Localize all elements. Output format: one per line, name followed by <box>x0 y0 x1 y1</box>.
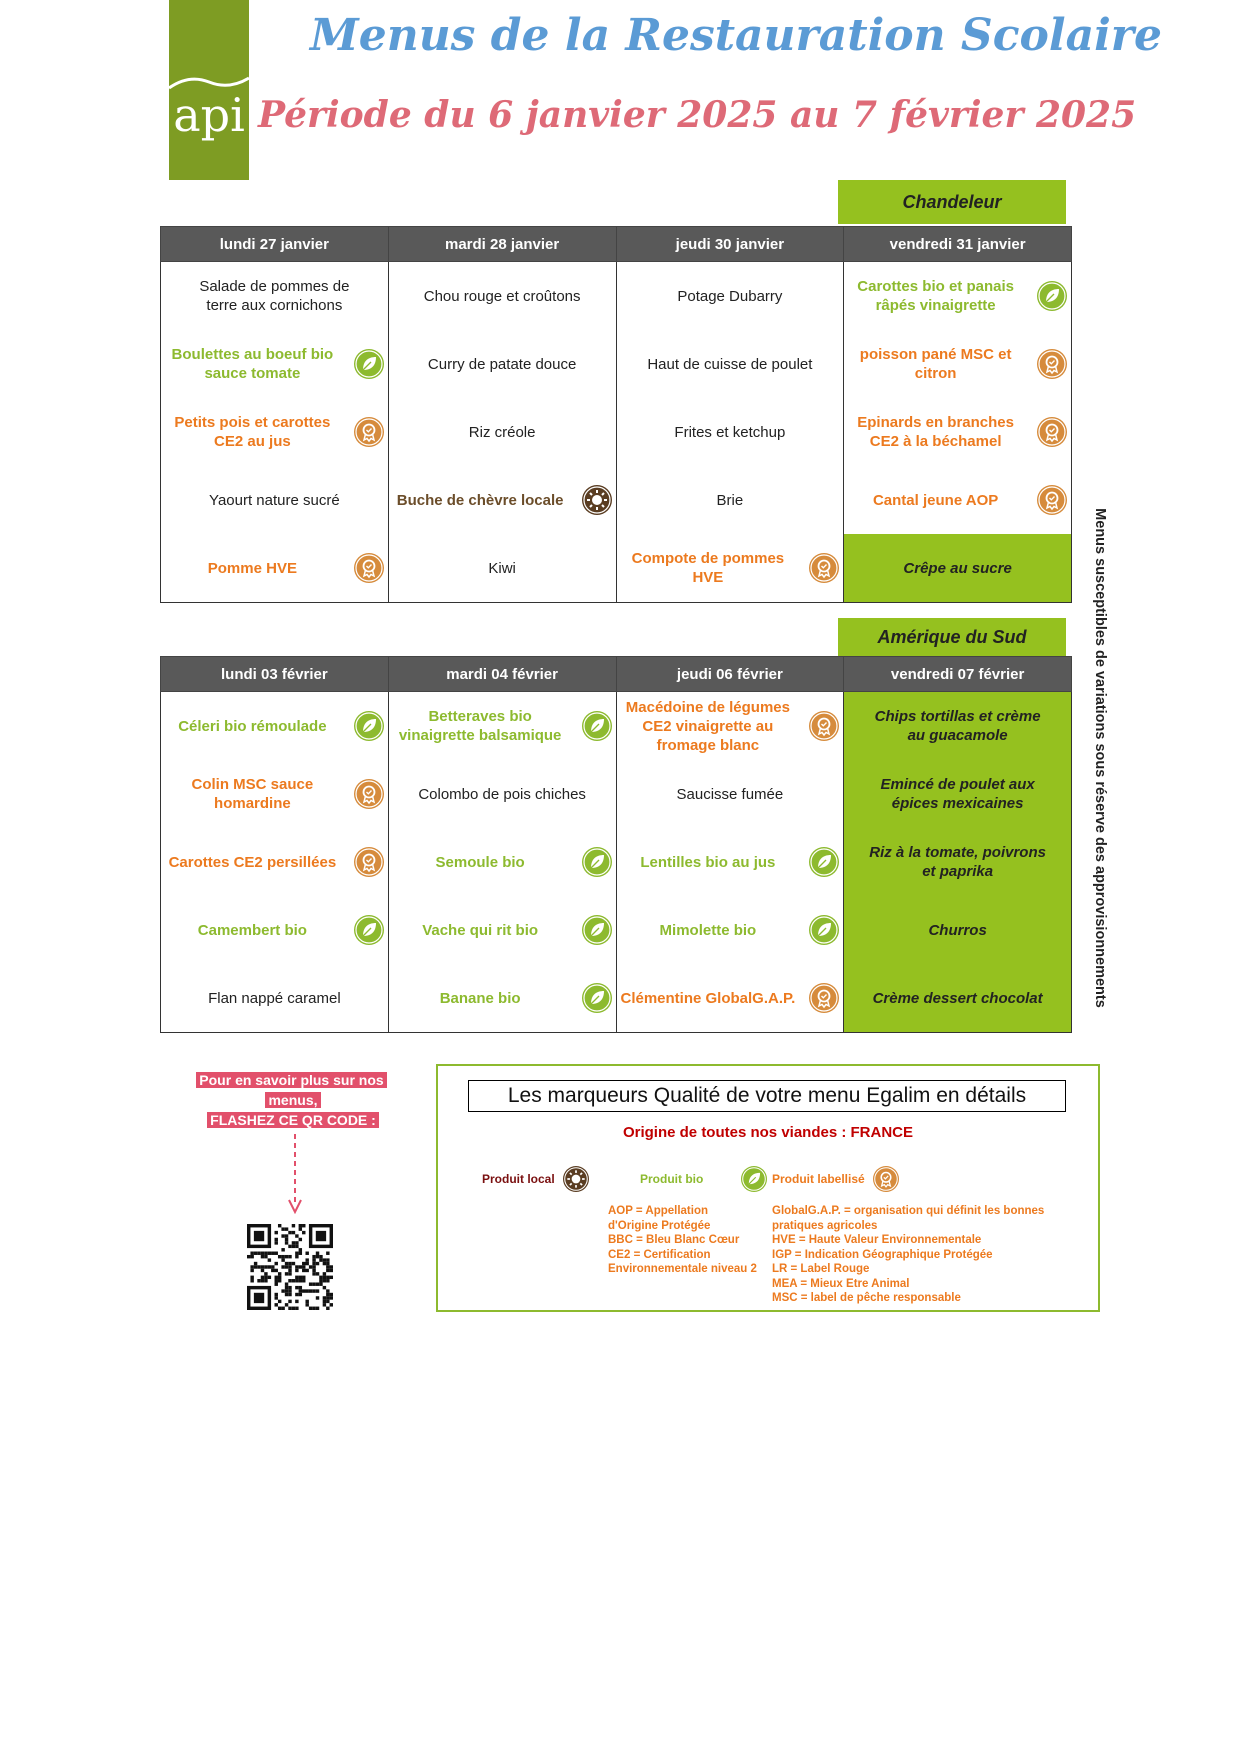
menu-cell <box>161 964 389 1033</box>
menu-cell <box>616 262 844 331</box>
menu-cell <box>844 896 1072 964</box>
day-header: jeudi 06 février <box>616 657 844 692</box>
dish-name: Frites et ketchup <box>674 423 786 441</box>
menu-cell <box>844 828 1072 896</box>
dish-name: Céleri bio rémoulade <box>178 717 327 735</box>
quality-label-icon <box>354 417 384 447</box>
menu-cell <box>388 896 616 964</box>
menu-cell <box>616 466 844 534</box>
menu-cell <box>388 262 616 331</box>
dish-name: Banane bio <box>439 989 521 1007</box>
legend-bio <box>640 1166 767 1192</box>
menu-cell <box>161 828 389 896</box>
qr-caption-line2: FLASHEZ CE QR CODE : <box>207 1112 379 1128</box>
day-header: lundi 03 février <box>161 657 389 692</box>
bio-leaf-icon <box>809 915 839 945</box>
legend-local <box>482 1166 589 1192</box>
quality-label-icon <box>354 779 384 809</box>
dish-name: Macédoine de légumes CE2 vinaigrette au fromage blanc <box>625 698 790 754</box>
dish-name: Emincé de poulet aux épices mexicaines <box>880 776 1035 812</box>
menu-cell <box>844 964 1072 1033</box>
quality-label-icon <box>354 553 384 583</box>
menu-cell <box>844 692 1072 761</box>
day-header: mardi 04 février <box>388 657 616 692</box>
menu-cell <box>161 760 389 828</box>
abbreviation-line: LR = Label Rouge <box>772 1263 870 1275</box>
dish-name: Crème dessert chocolat <box>872 989 1043 1007</box>
dish-name: Colombo de pois chiches <box>418 785 586 803</box>
quality-label-icon <box>1037 485 1067 515</box>
dish-name: Salade de pommes de terre aux cornichons <box>199 278 350 314</box>
menu-course-row <box>161 896 1072 964</box>
abbreviations-left <box>608 1204 757 1277</box>
dish-name: Yaourt nature sucré <box>209 491 340 509</box>
dish-name: Haut de cuisse de poulet <box>647 355 813 373</box>
menu-course-row <box>161 466 1072 534</box>
menu-cell <box>616 828 844 896</box>
bio-leaf-icon <box>1037 281 1067 311</box>
menu-course-row <box>161 534 1072 603</box>
menu-cell <box>388 828 616 896</box>
menu-cell <box>844 398 1072 466</box>
week2-theme-banner: Amérique du Sud <box>838 618 1066 656</box>
local-product-icon <box>582 485 612 515</box>
day-header: jeudi 30 janvier <box>616 227 844 262</box>
menu-cell <box>388 398 616 466</box>
labelled-product-icon <box>873 1166 899 1192</box>
menu-course-row <box>161 330 1072 398</box>
qr-caption-line1: Pour en savoir plus sur nos menus, <box>196 1072 386 1108</box>
quality-legend <box>436 1064 1100 1312</box>
menu-course-row <box>161 398 1072 466</box>
dish-name: Compote de pommes HVE <box>631 550 785 586</box>
abbreviation-line: d'Origine Protégée <box>608 1219 711 1232</box>
legend-title: Les marqueurs Qualité de votre menu Egalim en détails <box>468 1080 1066 1112</box>
bio-leaf-icon <box>582 983 612 1013</box>
dish-name: Cantal jeune AOP <box>872 491 999 509</box>
dish-name: Brie <box>716 491 744 509</box>
menu-course-row <box>161 964 1072 1033</box>
dish-name: Flan nappé caramel <box>208 989 341 1007</box>
menu-cell <box>844 330 1072 398</box>
menu-cell <box>844 262 1072 331</box>
day-header: vendredi 31 janvier <box>844 227 1072 262</box>
abbreviation-line: BBC = Bleu Blanc Cœur <box>608 1234 740 1246</box>
menu-cell <box>161 896 389 964</box>
legend-local-label: Produit local <box>482 1172 555 1186</box>
quality-label-icon <box>809 983 839 1013</box>
quality-label-icon <box>1037 417 1067 447</box>
api-logo <box>169 0 249 180</box>
menu-course-row <box>161 262 1072 331</box>
page-title: Menus de la Restauration Scolaire <box>310 10 1162 61</box>
dish-name: Camembert bio <box>197 921 307 939</box>
bio-leaf-icon <box>354 915 384 945</box>
dish-name: Colin MSC sauce homardine <box>191 776 314 812</box>
menu-cell <box>616 760 844 828</box>
abbreviation-line: GlobalG.A.P. = organisation qui définit les bonnes <box>772 1205 1045 1217</box>
dish-name: Saucisse fumée <box>676 785 784 803</box>
bio-leaf-icon <box>582 711 612 741</box>
menu-cell <box>616 692 844 761</box>
bio-leaf-icon <box>354 711 384 741</box>
week1-menu-table <box>160 226 1072 603</box>
qr-caption <box>172 1070 414 1130</box>
menu-cell <box>161 466 389 534</box>
dish-name: Clémentine GlobalG.A.P. <box>620 989 796 1007</box>
dish-name: Petits pois et carottes CE2 au jus <box>174 414 331 450</box>
quality-label-icon <box>1037 349 1067 379</box>
dish-name: poisson pané MSC et citron <box>859 346 1012 382</box>
menu-cell <box>388 330 616 398</box>
menu-cell <box>161 262 389 331</box>
dish-name: Potage Dubarry <box>677 287 783 305</box>
dish-name: Crêpe au sucre <box>903 559 1012 577</box>
abbreviation-line: AOP = Appellation <box>608 1205 709 1217</box>
menu-cell <box>388 534 616 603</box>
dish-name: Semoule bio <box>435 853 525 871</box>
quality-label-icon <box>809 711 839 741</box>
legend-bio-label: Produit bio <box>640 1172 704 1186</box>
menu-cell <box>388 692 616 761</box>
menu-cell <box>161 534 389 603</box>
period-subtitle: Période du 6 janvier 2025 au 7 février 2025 <box>258 94 1137 136</box>
dish-name: Chou rouge et croûtons <box>423 287 581 305</box>
abbreviations-right <box>772 1204 1044 1306</box>
dish-name: Lentilles bio au jus <box>640 853 776 871</box>
legend-labelled-label: Produit labellisé <box>772 1172 865 1186</box>
menu-course-row <box>161 692 1072 761</box>
day-header: lundi 27 janvier <box>161 227 389 262</box>
dish-name: Kiwi <box>488 559 516 577</box>
menu-cell <box>388 964 616 1033</box>
menu-cell <box>161 330 389 398</box>
dish-name: Epinards en branches CE2 à la béchamel <box>857 414 1014 450</box>
quality-label-icon <box>354 847 384 877</box>
menu-cell <box>616 896 844 964</box>
abbreviation-line: Environnementale niveau 2 <box>608 1263 757 1275</box>
week2-menu-table <box>160 656 1072 1033</box>
menu-cell <box>388 466 616 534</box>
qr-code-icon[interactable] <box>247 1224 333 1310</box>
logo-text: api <box>173 88 245 142</box>
meat-origin: Origine de toutes nos viandes : FRANCE <box>622 1124 914 1141</box>
dish-name: Chips tortillas et crème au guacamole <box>874 708 1041 744</box>
menu-cell <box>844 760 1072 828</box>
menu-cell <box>616 534 844 603</box>
dish-name: Pomme HVE <box>207 559 297 577</box>
abbreviation-line: CE2 = Certification <box>608 1248 711 1261</box>
dish-name: Riz créole <box>468 423 536 441</box>
week1-theme-banner: Chandeleur <box>838 180 1066 224</box>
arrow-down-icon <box>288 1134 302 1214</box>
dish-name: Carottes bio et panais râpés vinaigrette <box>857 278 1014 314</box>
abbreviation-line: MSC = label de pêche responsable <box>772 1292 961 1304</box>
menu-course-row <box>161 828 1072 896</box>
dish-name: Mimolette bio <box>659 921 757 939</box>
legend-labelled <box>772 1166 899 1192</box>
dish-name: Carottes CE2 persillées <box>168 853 337 871</box>
dish-name: Buche de chèvre locale <box>396 491 564 509</box>
supply-variation-note <box>1085 488 1115 1028</box>
dish-name: Betteraves bio vinaigrette balsamique <box>398 708 562 744</box>
menu-cell <box>844 466 1072 534</box>
bio-leaf-icon <box>582 915 612 945</box>
menu-cell <box>161 692 389 761</box>
menu-cell <box>616 398 844 466</box>
menu-cell <box>388 760 616 828</box>
abbreviation-line: HVE = Haute Valeur Environnementale <box>772 1234 982 1246</box>
dish-name: Curry de patate douce <box>427 355 577 373</box>
dish-name: Churros <box>928 921 987 939</box>
dish-name: Boulettes au boeuf bio sauce tomate <box>171 346 334 382</box>
day-header: mardi 28 janvier <box>388 227 616 262</box>
abbreviation-line: MEA = Mieux Etre Animal <box>772 1277 910 1290</box>
bio-leaf-icon <box>354 349 384 379</box>
bio-leaf-icon <box>582 847 612 877</box>
quality-label-icon <box>809 553 839 583</box>
supply-variation-text: Menus susceptibles de variations sous réserve des approvisionnements <box>1092 508 1108 1008</box>
bio-product-icon <box>741 1166 767 1192</box>
bio-leaf-icon <box>809 847 839 877</box>
menu-cell <box>161 398 389 466</box>
abbreviation-line: IGP = Indication Géographique Protégée <box>772 1248 993 1261</box>
menu-course-row <box>161 760 1072 828</box>
menu-cell <box>844 534 1072 603</box>
menu-cell <box>616 330 844 398</box>
day-header: vendredi 07 février <box>844 657 1072 692</box>
abbreviation-line: pratiques agricoles <box>772 1219 878 1232</box>
dish-name: Riz à la tomate, poivrons et paprika <box>869 844 1046 880</box>
local-product-icon <box>563 1166 589 1192</box>
menu-cell <box>616 964 844 1033</box>
dish-name: Vache qui rit bio <box>422 921 539 939</box>
